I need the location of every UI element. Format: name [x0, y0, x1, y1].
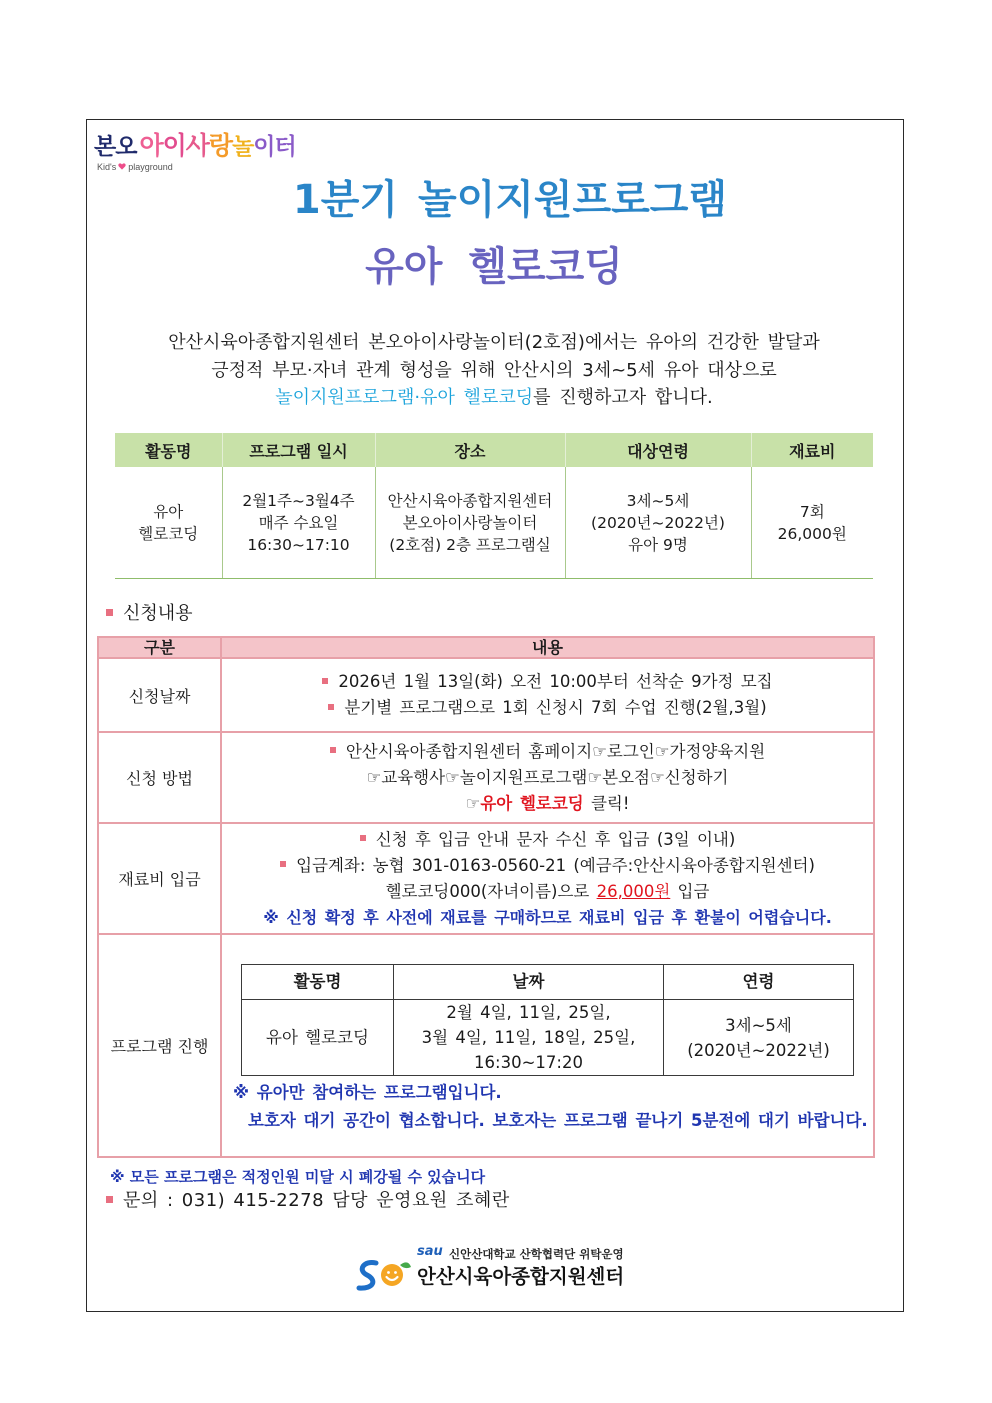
- cell-line: 16:30~17:20: [474, 1053, 583, 1072]
- application-table: [97, 636, 875, 1158]
- program-name-highlight: 유아 헬로코딩: [480, 793, 584, 813]
- row-label: 신청날짜: [98, 658, 221, 732]
- logo-letter: 이: [253, 134, 275, 160]
- summary-fee-cell: [751, 467, 873, 579]
- cell-line: 26,000원: [777, 524, 847, 543]
- contact-text: 문의 : 031) 415-2278 담당 운영요원 조혜란: [123, 1190, 510, 1211]
- application-section-heading: [106, 603, 193, 625]
- content-text: 분기별 프로그램으로 1회 신청시 7회 수업 진행(2월,3월): [344, 698, 767, 717]
- content-line: [222, 853, 873, 879]
- square-bullet-icon: [360, 835, 366, 841]
- logo-letter: 놀: [232, 134, 254, 160]
- summary-target-age-cell: [565, 467, 751, 579]
- summary-header-schedule: 프로그램 일시: [222, 433, 375, 467]
- intro-line-1: 안산시육아종합지원센터 본오아이사랑놀이터(2호점)에서는 유아의 건강한 발달과: [168, 332, 820, 353]
- logo-wordmark: [94, 131, 344, 161]
- schedule-activity-cell: 유아 헬로코딩: [242, 1000, 394, 1076]
- summary-schedule-cell: [222, 467, 375, 579]
- playground-logo: [94, 131, 344, 181]
- cell-line: 유아: [153, 502, 184, 521]
- row-label: 재료비 입금: [98, 823, 221, 934]
- content-text: 안산시육아종합지원센터 홈페이지☞로그인☞가정양육지원: [345, 741, 766, 761]
- square-bullet-icon: [328, 704, 334, 710]
- guardian-waiting-note: 보호자 대기 공간이 협소합니다. 보호자는 프로그램 끝나기 5분전에 대기 바랍니다.: [248, 1111, 868, 1130]
- square-bullet-icon: [330, 747, 336, 753]
- logo-letter: 터: [274, 134, 296, 160]
- square-bullet-icon: [280, 861, 286, 867]
- cell-line: 본오아이사랑놀이터: [402, 513, 538, 532]
- operator-name: 안산시육아종합지원센터: [417, 1265, 625, 1288]
- application-header-category: 구분: [98, 637, 221, 658]
- summary-header-activity: 활동명: [115, 433, 222, 467]
- content-line: [222, 739, 873, 765]
- summary-table: [115, 433, 873, 579]
- row-label: 프로그램 진행: [98, 934, 221, 1157]
- cell-line: 3세~5세: [626, 491, 690, 510]
- schedule-age-cell: [664, 1000, 854, 1076]
- cell-line: 유아 9명: [628, 535, 688, 554]
- row-content: [221, 732, 874, 823]
- row-content: [221, 823, 874, 934]
- intro-line-2: 긍정적 부모·자녀 관계 형성을 위해 안산시의 3세~5세 유아 대상으로: [211, 359, 777, 381]
- children-only-note: ※ 유아만 참여하는 프로그램입니다.: [233, 1083, 502, 1102]
- intro-line-3-rest: 를 진행하고자 합니다.: [533, 387, 713, 408]
- cell-line: 안산시육아종합지원센터: [387, 491, 553, 510]
- cell-line: 매주 수요일: [258, 513, 339, 532]
- contact-info: [106, 1190, 510, 1212]
- summary-location-cell: [375, 467, 565, 579]
- cell-line: 3세~5세: [725, 1015, 792, 1035]
- logo-tagline: [97, 161, 344, 173]
- application-header-row: [98, 637, 874, 658]
- application-row-date: [98, 658, 874, 732]
- cancellation-notice: ※ 모든 프로그램은 적정인원 미달 시 폐강될 수 있습니다: [110, 1168, 486, 1186]
- cell-line: 2월 4일, 11일, 25일,: [446, 1003, 611, 1022]
- content-line: [222, 879, 873, 905]
- summary-header-location: 장소: [375, 433, 565, 467]
- summary-row: [115, 467, 873, 579]
- bank-account-text: 입금계좌: 농협 301-0163-0560-21 (예금주:안산시육아종합지원센터): [296, 855, 815, 875]
- cell-line: 16:30~17:10: [247, 535, 350, 554]
- intro-line-3: [100, 384, 888, 412]
- content-line: [222, 695, 873, 721]
- page-subtitle: 유아 헬로코딩: [365, 244, 623, 290]
- logo-text-bono: 본오: [94, 134, 137, 160]
- schedule-header-row: [242, 965, 854, 1000]
- transfer-suffix-text: 입금: [670, 881, 710, 901]
- schedule-header-age: 연령: [664, 965, 854, 1000]
- application-row-payment: [98, 823, 874, 934]
- intro-paragraph: [100, 329, 888, 412]
- summary-header-target-age: 대상연령: [565, 433, 751, 467]
- square-bullet-icon: [322, 678, 328, 684]
- content-text: 2026년 1월 13일(화) 오전 10:00부터 선착순 9가정 모집: [338, 672, 773, 691]
- schedule-header-dates: 날짜: [394, 965, 664, 1000]
- operator-tagline: 신안산대학교 산학협력단 위탁운영: [449, 1247, 624, 1261]
- page-title: 1분기 놀이지원프로그램: [292, 177, 728, 223]
- center-logo-icon: [354, 1258, 412, 1292]
- content-line: [222, 791, 873, 817]
- schedule-dates-cell: [394, 1000, 664, 1076]
- content-text: 신청 후 입금 안내 문자 수신 후 입금 (3일 이내): [375, 829, 736, 849]
- square-bullet-icon: [106, 609, 113, 616]
- content-line: [222, 827, 873, 853]
- row-label: 신청 방법: [98, 732, 221, 823]
- transfer-name-text: 헬로코딩000(자녀이름)으로: [385, 881, 597, 901]
- pointer-text: ☞: [465, 793, 481, 813]
- logo-letter: 사: [185, 131, 209, 160]
- intro-highlight: 놀이지원프로그램·유아 헬로코딩: [275, 387, 534, 408]
- fee-amount: 26,000원: [596, 881, 671, 901]
- cell-line: 헬로코딩: [138, 524, 199, 543]
- summary-header-fee: 재료비: [751, 433, 873, 467]
- summary-activity-cell: [115, 467, 222, 579]
- schedule-row: [242, 1000, 854, 1076]
- application-row-method: [98, 732, 874, 823]
- refund-warning: ※ 신청 확정 후 사전에 재료를 구매하므로 재료비 입금 후 환불이 어렵습니다.: [263, 907, 832, 927]
- cell-line: (2호점) 2층 프로그램실: [389, 535, 551, 554]
- logo-letter: 아: [139, 131, 163, 160]
- logo-letter: 랑: [208, 131, 233, 160]
- logo-letter: 이: [162, 131, 186, 160]
- logo-tagline-right: playground: [128, 162, 173, 172]
- cell-line: 3월 4일, 11일, 18일, 25일,: [421, 1028, 636, 1047]
- application-header-content: 내용: [221, 637, 874, 658]
- summary-header-row: [115, 433, 873, 467]
- cell-line: (2020년~2022년): [591, 513, 725, 532]
- university-mark: sau: [417, 1244, 443, 1259]
- application-row-progress: [98, 934, 874, 1157]
- schedule-table: [241, 964, 854, 1076]
- row-content: [221, 934, 874, 1157]
- cell-line: (2020년~2022년): [687, 1040, 830, 1060]
- progress-block: [222, 935, 873, 1156]
- content-line: ☞교육행사☞놀이지원프로그램☞본오점☞신청하기: [366, 767, 729, 787]
- heart-icon: [118, 163, 126, 170]
- cell-line: 7회: [799, 502, 825, 521]
- click-text: 클릭!: [583, 793, 630, 813]
- logo-tagline-left: Kid's: [97, 162, 117, 172]
- cell-line: 2월1주~3월4주: [242, 491, 355, 510]
- row-content: [221, 658, 874, 732]
- content-line: [222, 669, 873, 695]
- schedule-header-activity: 활동명: [242, 965, 394, 1000]
- section-heading-text: 신청내용: [123, 603, 193, 624]
- square-bullet-icon: [106, 1196, 113, 1203]
